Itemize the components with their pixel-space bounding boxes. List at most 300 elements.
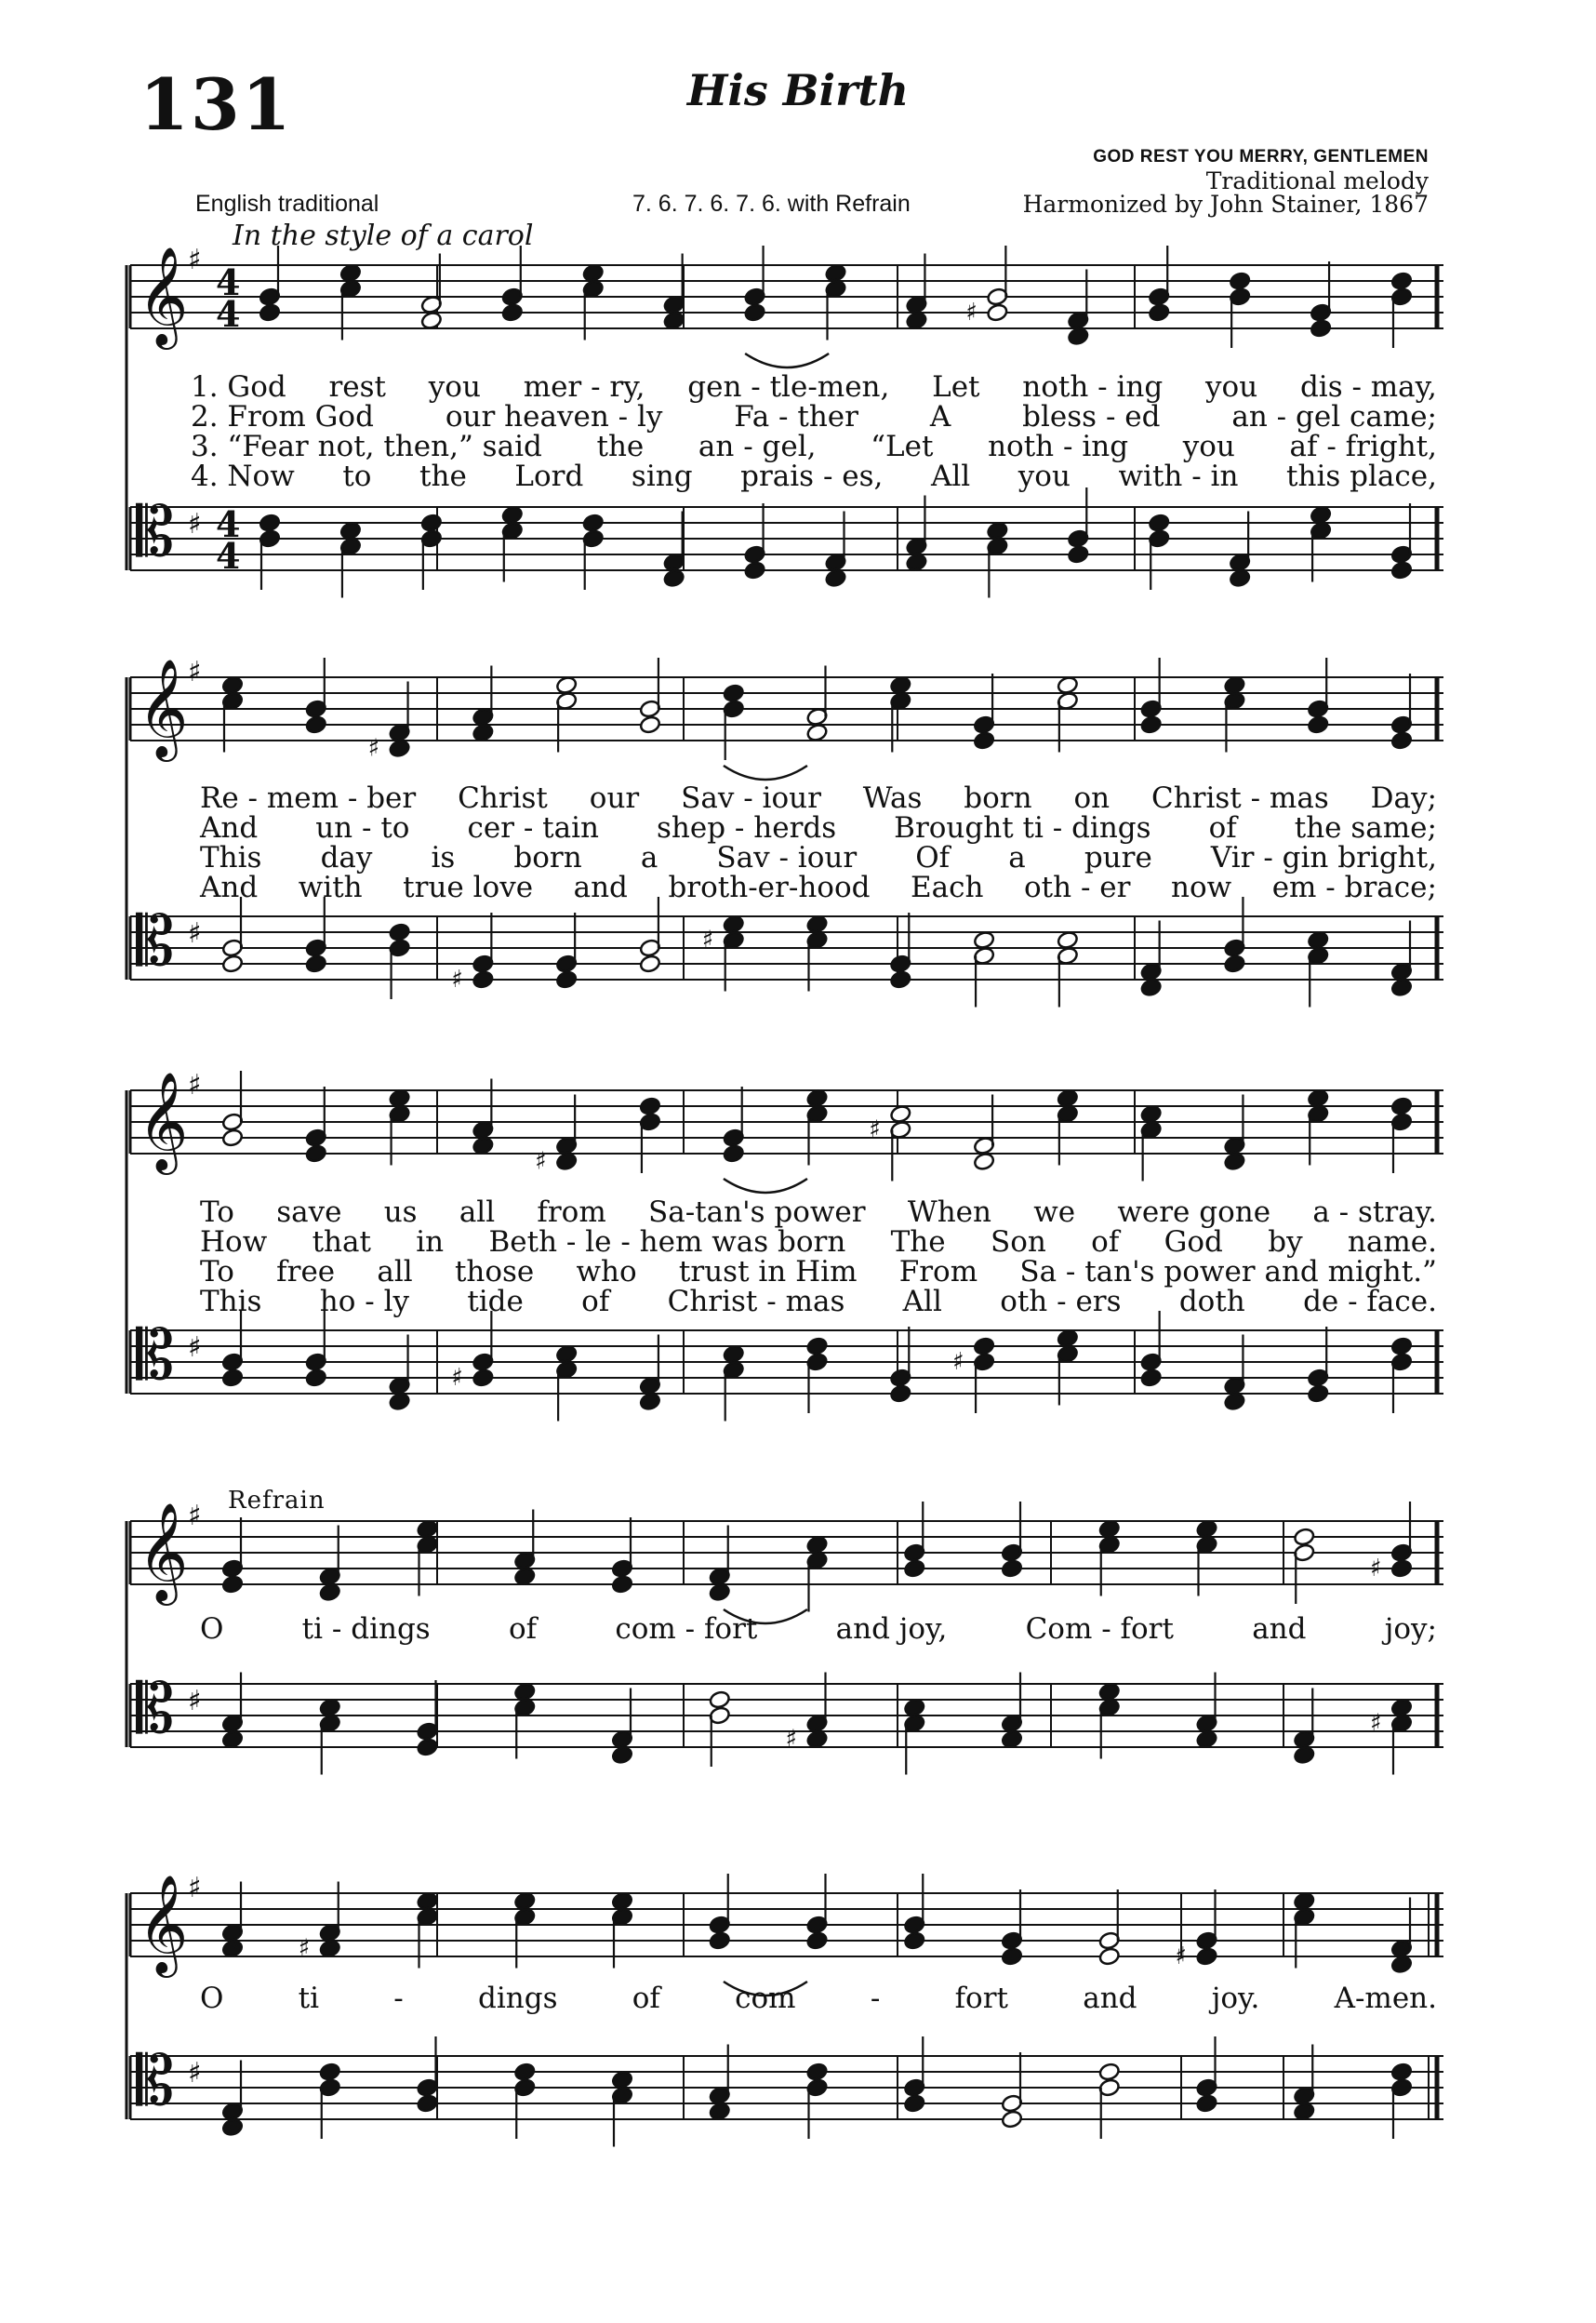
sharp-icon: ♯: [188, 508, 202, 541]
note-head: [221, 1128, 244, 1148]
lyric-syllable: in: [416, 1225, 445, 1259]
note-head: [1057, 1088, 1079, 1108]
note-head: [1067, 545, 1089, 565]
lyric-syllable: Let: [932, 370, 980, 404]
lyric-syllable: now: [1170, 871, 1232, 904]
note-head: [221, 1729, 244, 1749]
lyric-syllable: 2. From God: [191, 400, 374, 434]
lyric-syllable: with - in: [1118, 460, 1239, 493]
note-head: [639, 955, 661, 974]
lyric-syllable: Vir - gin bright,: [1210, 841, 1437, 874]
note-head: [472, 1136, 494, 1155]
note-head: [582, 514, 605, 533]
note-head: [1196, 1947, 1218, 1967]
sharp-icon: ♯: [1370, 1555, 1382, 1582]
lyric-syllable: Was: [862, 781, 923, 815]
note-head: [723, 915, 745, 934]
note-head: [1148, 303, 1170, 323]
lyric-syllable: Com - fort: [1025, 1612, 1174, 1646]
note-head: [555, 1344, 578, 1364]
lyric-syllable: Fa - ther: [734, 400, 858, 434]
note-head: [973, 1152, 995, 1171]
lyric-syllable: Sa - tan's power and might.”: [1019, 1255, 1437, 1288]
lyric-syllable: and: [1252, 1612, 1307, 1646]
note-head: [723, 684, 745, 703]
lyric-syllable: Sa-tan's power: [647, 1195, 866, 1229]
note-head: [1390, 2063, 1413, 2082]
treble-clef-icon: 𝄞: [138, 1502, 189, 1601]
time-signature-bottom: 4: [216, 293, 241, 335]
sharp-icon: ♯: [785, 1725, 798, 1754]
lyric-syllable: noth - ing: [1022, 370, 1164, 404]
note-head: [723, 1144, 745, 1164]
note-head: [1067, 327, 1089, 346]
note-head: [1390, 1698, 1413, 1717]
note-head: [1098, 1519, 1121, 1539]
note-head: [319, 2063, 341, 2082]
note-head: [1390, 272, 1413, 291]
lyric-syllable: pure: [1084, 841, 1152, 874]
note-head: [1229, 272, 1251, 291]
lyric-syllable: bless - ed: [1022, 400, 1161, 434]
lyric-syllable: ti: [298, 1982, 320, 2015]
lyric-syllable: Brought ti - dings: [894, 811, 1151, 845]
lyric-line: [200, 1982, 1437, 2015]
note-head: [1307, 1384, 1329, 1404]
note-head: [1390, 978, 1413, 997]
lyric-line: [200, 1225, 1437, 1259]
sharp-icon: ♯: [188, 1069, 202, 1101]
lyric-syllable: noth - ing: [988, 430, 1129, 463]
lyric-syllable: A: [929, 400, 951, 434]
note-head: [1148, 514, 1170, 533]
note-head: [663, 311, 685, 330]
note-head: [513, 1567, 536, 1586]
tempo-marking: In the style of a carol: [233, 220, 534, 252]
lyric-syllable: And: [200, 811, 259, 845]
lyric-syllable: of: [581, 1285, 610, 1318]
note-head: [221, 675, 244, 695]
note-head: [501, 505, 524, 525]
note-head: [663, 568, 685, 588]
note-head: [1229, 568, 1251, 588]
lyric-syllable: rest: [328, 370, 386, 404]
lyric-syllable: you: [1205, 370, 1258, 404]
lyric-syllable: tide: [467, 1285, 524, 1318]
lyric-syllable: prais - es,: [740, 460, 884, 493]
lyric-syllable: doth: [1178, 1285, 1245, 1318]
note-head: [905, 311, 927, 330]
note-head: [1390, 1559, 1413, 1579]
note-head: [1140, 1368, 1163, 1388]
lyric-syllable: to: [342, 460, 372, 493]
note-head: [555, 970, 578, 990]
lyric-line: [191, 430, 1437, 463]
lyric-line: [191, 400, 1437, 434]
note-head: [513, 1891, 536, 1911]
note-head: [806, 1535, 829, 1555]
note-head: [555, 1152, 578, 1171]
note-head: [744, 303, 766, 323]
lyric-syllable: Beth - le - hem was born: [488, 1225, 846, 1259]
lyric-syllable: with: [298, 871, 363, 904]
lyric-line: [200, 841, 1437, 874]
lyric-syllable: From: [898, 1255, 978, 1288]
note-head: [1057, 675, 1079, 695]
treble-clef-icon: 𝄞: [138, 1071, 189, 1170]
lyric-syllable: the same;: [1294, 811, 1437, 845]
lyric-syllable: oth - er: [1024, 871, 1131, 904]
lyric-syllable: free: [276, 1255, 336, 1288]
tenor-clef-icon: 𝄡: [136, 1669, 175, 1749]
sharp-icon: ♯: [367, 734, 380, 763]
lyric-syllable: O: [200, 1612, 224, 1646]
tenor-clef-icon: 𝄡: [136, 1315, 175, 1395]
note-head: [1196, 1519, 1218, 1539]
lyric-line: [200, 781, 1437, 815]
note-head: [319, 1582, 341, 1602]
lyric-syllable: who: [576, 1255, 637, 1288]
note-head: [611, 1891, 633, 1911]
melody-credit: Traditional melody: [1205, 167, 1429, 194]
note-head: [305, 1368, 327, 1388]
note-head: [221, 1575, 244, 1595]
sharp-icon: ♯: [1370, 1709, 1382, 1738]
note-head: [986, 521, 1008, 541]
lyric-syllable: of: [508, 1612, 538, 1646]
lyric-syllable: 4. Now: [191, 460, 295, 493]
note-head: [806, 1088, 829, 1108]
time-signature-bottom: 4: [216, 535, 241, 577]
lyric-line: [200, 1195, 1437, 1229]
note-head: [1307, 1088, 1329, 1108]
lyric-syllable: Sav - iour: [716, 841, 858, 874]
lyric-syllable: save: [276, 1195, 342, 1229]
lyric-line: [200, 1255, 1437, 1288]
note-head: [1140, 1104, 1163, 1124]
lyric-syllable: day: [320, 841, 373, 874]
note-head: [1196, 1729, 1218, 1749]
sharp-icon: ♯: [188, 656, 202, 688]
lyric-syllable: that: [312, 1225, 371, 1259]
sharp-icon: ♯: [188, 1685, 202, 1717]
sharp-icon: ♯: [298, 1934, 311, 1963]
note-head: [420, 514, 443, 533]
note-head: [1140, 715, 1163, 735]
note-head: [417, 2094, 439, 2114]
note-head: [709, 1931, 731, 1951]
note-head: [639, 1392, 661, 1411]
lyric-syllable: of: [1208, 811, 1237, 845]
sharp-icon: ♯: [188, 244, 202, 276]
note-head: [1001, 2110, 1023, 2129]
note-head: [389, 739, 411, 758]
note-head: [1057, 930, 1079, 950]
sharp-icon: ♯: [1175, 1943, 1188, 1970]
note-head: [903, 1559, 925, 1579]
note-head: [1293, 1891, 1315, 1911]
lyric-syllable: A-men.: [1334, 1982, 1437, 2015]
note-head: [1057, 1328, 1079, 1348]
note-head: [806, 915, 829, 934]
note-head: [806, 1931, 829, 1951]
note-head: [417, 1738, 439, 1757]
note-head: [319, 1698, 341, 1717]
lyric-syllable: Lord: [514, 460, 584, 493]
note-head: [472, 1368, 494, 1388]
lyric-syllable: and joy,: [835, 1612, 948, 1646]
lyric-syllable: fort: [954, 1982, 1008, 2015]
note-head: [1223, 1152, 1245, 1171]
note-head: [903, 1931, 925, 1951]
sharp-icon: ♯: [869, 1115, 881, 1144]
lyric-syllable: born: [513, 841, 582, 874]
note-head: [825, 568, 847, 588]
note-head: [889, 970, 911, 990]
text-credit: English traditional: [195, 191, 379, 217]
lyric-syllable: an - gel came;: [1231, 400, 1437, 434]
sharp-icon: ♯: [188, 917, 202, 950]
lyric-syllable: those: [454, 1255, 535, 1288]
note-head: [639, 715, 661, 735]
note-head: [806, 1337, 829, 1356]
lyric-syllable: This: [200, 1285, 262, 1318]
note-head: [1223, 675, 1245, 695]
treble-clef-icon: 𝄞: [138, 1874, 189, 1973]
note-head: [389, 1088, 411, 1108]
note-head: [639, 1097, 661, 1116]
lyric-syllable: joy;: [1384, 1612, 1437, 1646]
sharp-icon: ♯: [451, 966, 463, 994]
note-head: [903, 1698, 925, 1717]
sharp-icon: ♯: [188, 1500, 202, 1532]
lyric-syllable: this place,: [1286, 460, 1437, 493]
note-head: [501, 303, 524, 323]
lyric-line: [200, 871, 1437, 904]
lyric-syllable: Re - mem - ber: [200, 781, 417, 815]
tune-name: GOD REST YOU MERRY, GENTLEMEN: [1093, 147, 1429, 167]
lyric-syllable: ti - dings: [301, 1612, 431, 1646]
time-signature-top: 4: [216, 503, 241, 545]
note-head: [339, 521, 362, 541]
note-head: [305, 1144, 327, 1164]
tenor-clef-icon: 𝄡: [136, 901, 175, 981]
slur: [745, 354, 829, 367]
lyric-syllable: you: [1017, 460, 1071, 493]
note-head: [1098, 1682, 1121, 1702]
lyric-syllable: com - fort: [615, 1612, 758, 1646]
lyric-syllable: -: [870, 1982, 881, 2015]
lyric-syllable: Son: [990, 1225, 1046, 1259]
note-head: [389, 923, 411, 942]
note-head: [1390, 731, 1413, 751]
lyric-syllable: gen - tle-men,: [687, 370, 890, 404]
lyric-syllable: all: [377, 1255, 413, 1288]
time-signature-top: 4: [216, 261, 241, 303]
lyric-syllable: trust in Him: [678, 1255, 858, 1288]
note-head: [582, 263, 605, 283]
lyric-syllable: is: [431, 841, 456, 874]
sharp-icon: ♯: [188, 1872, 202, 1904]
lyric-syllable: All: [930, 460, 971, 493]
note-head: [221, 1368, 244, 1388]
note-head: [1293, 2102, 1315, 2121]
lyric-syllable: the: [419, 460, 467, 493]
note-head: [986, 303, 1008, 323]
note-head: [389, 1392, 411, 1411]
slur: [724, 1179, 807, 1193]
lyric-syllable: This: [200, 841, 262, 874]
lyric-syllable: 1. God: [191, 370, 286, 404]
note-head: [259, 303, 281, 323]
note-head: [611, 1575, 633, 1595]
lyric-line: [191, 370, 1437, 404]
sharp-icon: ♯: [965, 299, 978, 327]
note-head: [744, 561, 766, 581]
lyric-syllable: from: [537, 1195, 606, 1229]
lyric-syllable: How: [200, 1225, 268, 1259]
note-head: [472, 970, 494, 990]
note-head: [1390, 561, 1413, 581]
lyric-line: [200, 1285, 1437, 1318]
lyric-syllable: mer - ry,: [523, 370, 645, 404]
treble-clef-icon: 𝄞: [138, 246, 189, 345]
lyric-syllable: an - gel,: [698, 430, 817, 463]
note-head: [903, 2094, 925, 2114]
lyric-syllable: all: [459, 1195, 496, 1229]
note-head: [1307, 930, 1329, 950]
note-head: [319, 1939, 341, 1958]
note-head: [1001, 1559, 1023, 1579]
note-head: [806, 1729, 829, 1749]
lyric-syllable: born: [964, 781, 1032, 815]
lyric-syllable: O: [200, 1982, 224, 2015]
note-head: [513, 1682, 536, 1702]
note-head: [555, 675, 578, 695]
hymn-number: 131: [140, 63, 293, 146]
note-head: [420, 311, 443, 330]
lyric-line: [200, 1612, 1437, 1646]
note-head: [973, 731, 995, 751]
lyric-syllable: sing: [631, 460, 693, 493]
note-head: [611, 1745, 633, 1765]
lyric-syllable: our: [589, 781, 640, 815]
note-head: [1001, 1729, 1023, 1749]
treble-clef-icon: 𝄞: [138, 658, 189, 757]
lyric-syllable: shep - herds: [657, 811, 837, 845]
lyric-syllable: of: [1091, 1225, 1120, 1259]
lyric-syllable: Each: [911, 871, 984, 904]
sharp-icon: ♯: [535, 1147, 547, 1176]
lyric-line: [191, 460, 1437, 493]
note-head: [1098, 1947, 1121, 1967]
lyric-syllable: were gone: [1117, 1195, 1271, 1229]
sharp-icon: ♯: [701, 926, 714, 955]
lyric-syllable: When: [907, 1195, 991, 1229]
lyric-syllable: “Let: [871, 430, 934, 463]
lyric-syllable: 3. “Fear not, then,” said: [191, 430, 542, 463]
lyric-syllable: To: [200, 1195, 234, 1229]
note-head: [513, 2063, 536, 2082]
note-head: [1390, 1337, 1413, 1356]
note-head: [889, 1384, 911, 1404]
lyric-syllable: Christ - mas: [1150, 781, 1329, 815]
sharp-icon: ♯: [952, 1348, 964, 1376]
note-head: [1001, 1947, 1023, 1967]
note-head: [221, 1939, 244, 1958]
lyric-syllable: un - to: [315, 811, 410, 845]
lyric-syllable: and: [1083, 1982, 1137, 2015]
lyric-syllable: a: [1008, 841, 1026, 874]
lyric-syllable: oth - ers: [1000, 1285, 1122, 1318]
lyric-syllable: To: [200, 1255, 234, 1288]
lyric-syllable: em - brace;: [1271, 871, 1437, 904]
note-head: [825, 263, 847, 283]
lyric-syllable: we: [1033, 1195, 1076, 1229]
refrain-label: Refrain: [228, 1487, 326, 1515]
note-head: [339, 263, 362, 283]
lyric-syllable: Christ: [458, 781, 548, 815]
lyric-syllable: on: [1073, 781, 1111, 815]
lyric-syllable: de - face.: [1303, 1285, 1437, 1318]
note-head: [709, 1690, 731, 1710]
note-head: [889, 1104, 911, 1124]
note-head: [806, 723, 829, 742]
note-head: [472, 723, 494, 742]
lyric-syllable: a: [640, 841, 658, 874]
tenor-clef-icon: 𝄡: [136, 492, 175, 572]
lyric-syllable: by: [1268, 1225, 1303, 1259]
note-head: [1390, 1097, 1413, 1116]
lyric-syllable: God: [1164, 1225, 1223, 1259]
lyric-syllable: name.: [1347, 1225, 1437, 1259]
note-head: [806, 2063, 829, 2082]
harmony-credit: Harmonized by John Stainer, 1867: [1022, 191, 1429, 218]
sharp-icon: ♯: [451, 1364, 463, 1392]
note-head: [611, 2070, 633, 2089]
note-head: [1310, 319, 1332, 339]
lyric-syllable: And: [200, 871, 259, 904]
lyric-syllable: All: [902, 1285, 942, 1318]
note-head: [1307, 715, 1329, 735]
note-head: [1223, 955, 1245, 974]
note-head: [221, 955, 244, 974]
note-head: [1310, 505, 1332, 525]
note-head: [1223, 1392, 1245, 1411]
note-head: [889, 675, 911, 695]
note-head: [723, 1344, 745, 1364]
note-head: [1196, 2094, 1218, 2114]
lyric-syllable: -: [393, 1982, 404, 2015]
note-head: [709, 2102, 731, 2121]
lyric-line: [200, 811, 1437, 845]
note-head: [1390, 1955, 1413, 1974]
lyric-syllable: our heaven - ly: [445, 400, 663, 434]
note-head: [973, 930, 995, 950]
lyric-syllable: cer - tain: [467, 811, 599, 845]
hymn-title: His Birth: [686, 65, 910, 115]
lyric-syllable: dis - may,: [1299, 370, 1437, 404]
lyric-syllable: af - fright,: [1289, 430, 1437, 463]
lyric-syllable: ho - ly: [319, 1285, 410, 1318]
lyric-syllable: us: [383, 1195, 418, 1229]
lyric-syllable: true love: [403, 871, 534, 904]
note-head: [709, 1582, 731, 1602]
lyric-syllable: the: [596, 430, 645, 463]
lyric-syllable: joy.: [1211, 1982, 1260, 2015]
note-head: [417, 1891, 439, 1911]
sharp-icon: ♯: [188, 1331, 202, 1364]
